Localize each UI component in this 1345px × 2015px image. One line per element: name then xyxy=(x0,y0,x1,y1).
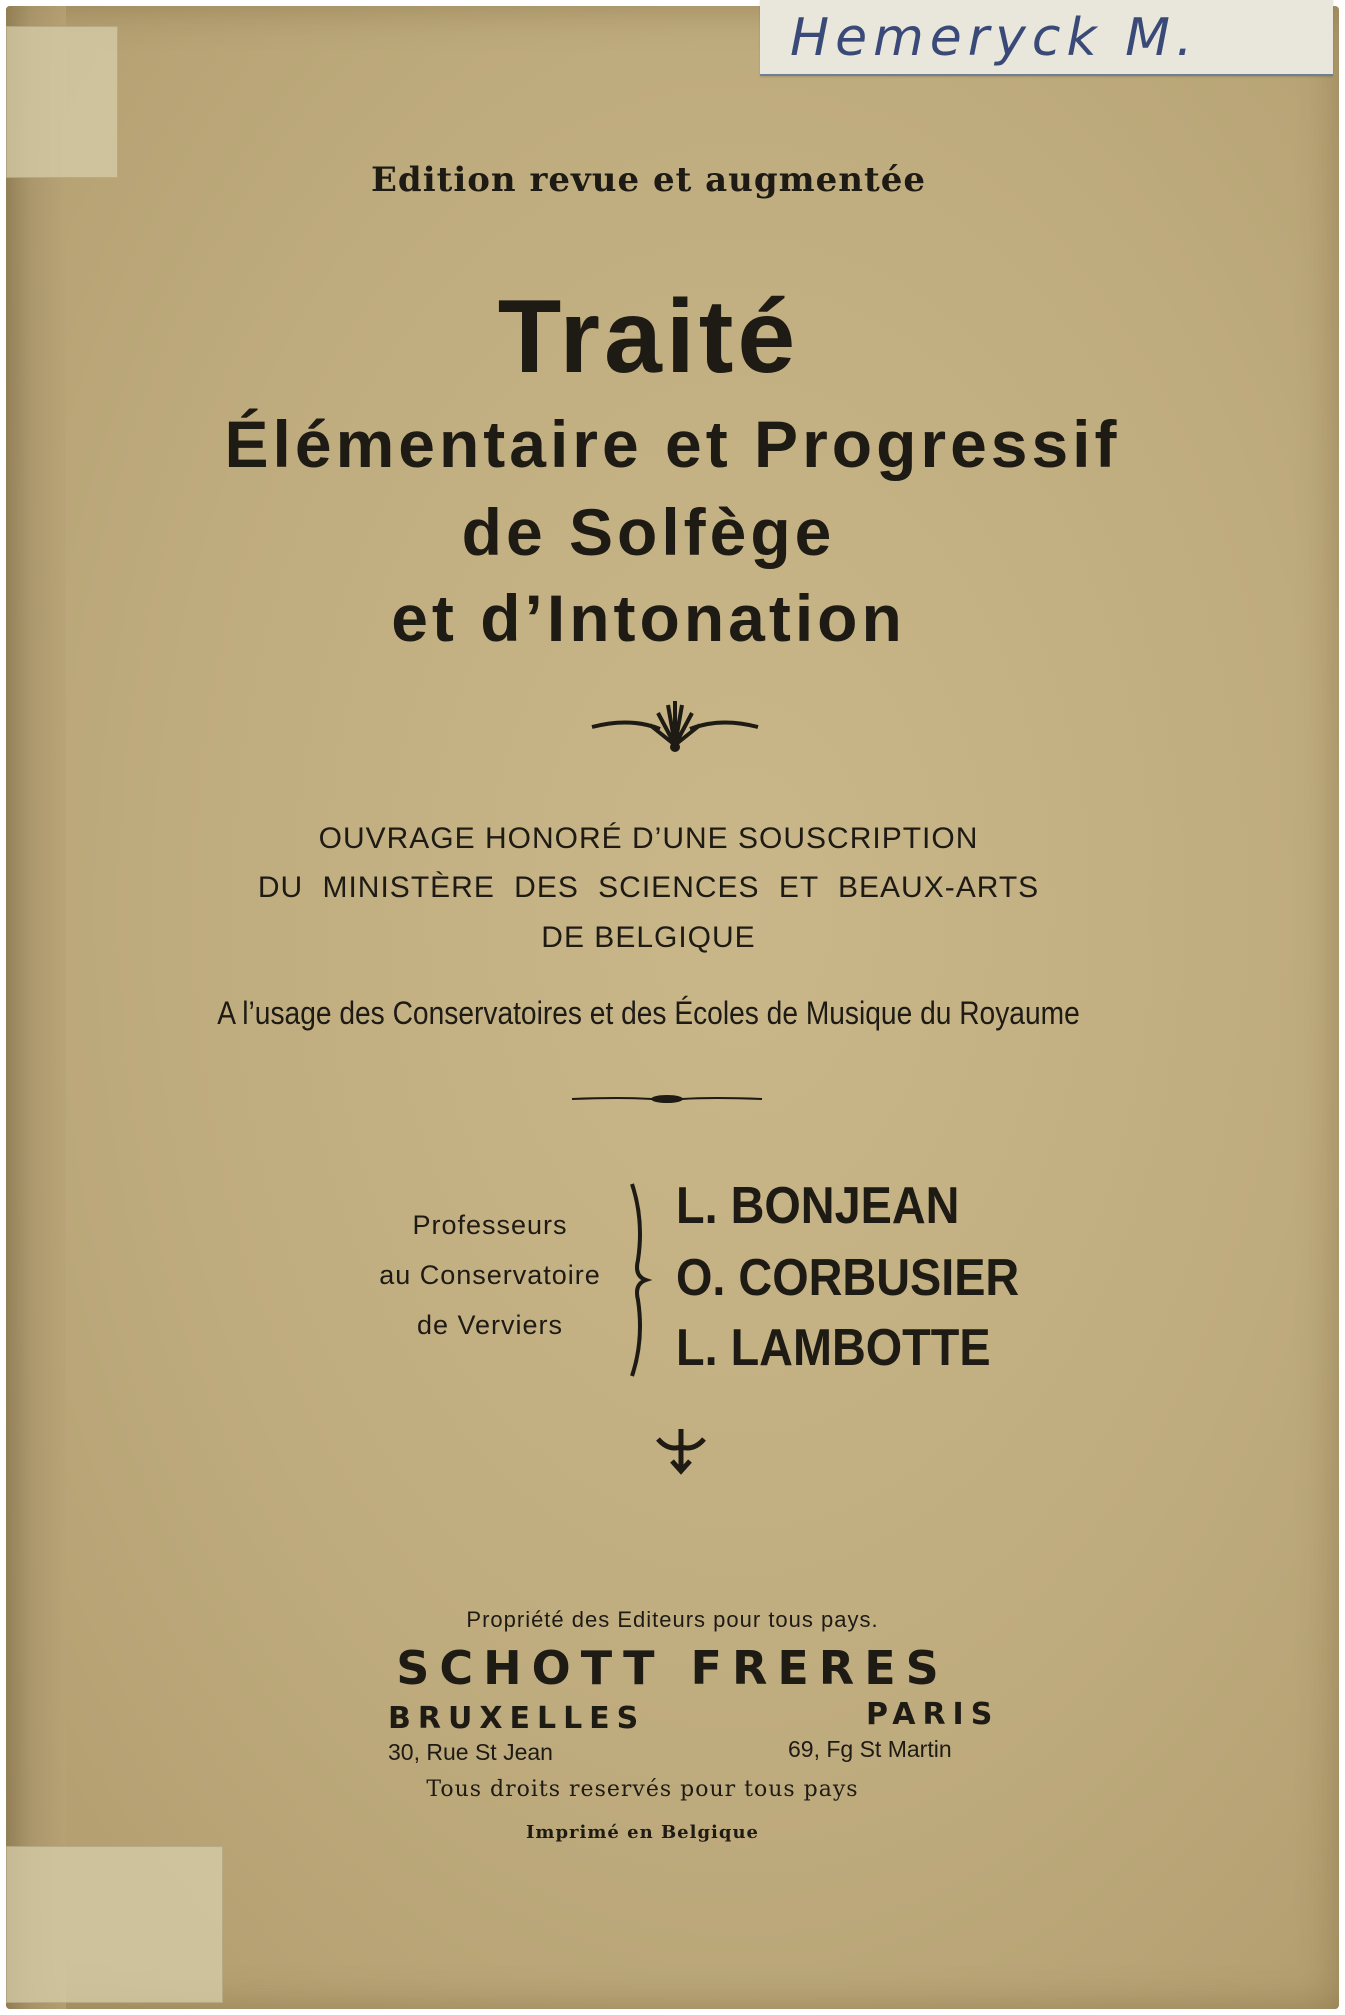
publisher-address: 69, Fg St Martin xyxy=(788,1736,952,1762)
printed-in-note: Imprimé en Belgique xyxy=(526,1822,759,1843)
owner-handwritten-name: Hemeryck M. xyxy=(790,8,1199,68)
author-name: L. LAMBOTTE xyxy=(676,1319,991,1377)
honor-line: OUVRAGE HONORÉ D’UNE SOUSCRIPTION xyxy=(318,822,979,855)
fan-ornament-icon xyxy=(590,695,760,755)
publisher-address: 30, Rue St Jean xyxy=(388,1739,553,1765)
edition-note: Edition revue et augmentée xyxy=(371,160,926,200)
honor-line: DE BELGIQUE xyxy=(541,921,756,954)
professors-line: de Verviers xyxy=(416,1310,564,1340)
spine-tape-bottom xyxy=(6,1846,223,2003)
flourish-ornament-icon xyxy=(654,1425,708,1475)
book-subtitle-line: de Solfège xyxy=(461,495,836,569)
author-name: L. BONJEAN xyxy=(676,1177,960,1235)
brace-icon xyxy=(622,1180,652,1380)
book-subtitle-line: et d’Intonation xyxy=(391,581,906,655)
honor-line: DU MINISTÈRE DES SCIENCES ET BEAUX-ARTS xyxy=(257,871,1040,904)
publisher-name: SCHOTT FRERES xyxy=(396,1641,949,1695)
publisher-city: PARIS xyxy=(866,1697,1000,1732)
spine-tape-top xyxy=(6,26,118,178)
book-title: Traité xyxy=(497,279,800,395)
usage-note: A l’usage des Conservatoires et des Écoles de Musique du Royaume xyxy=(217,995,1080,1031)
book-subtitle-line: Élémentaire et Progressif xyxy=(224,407,1121,481)
professors-line: Professeurs xyxy=(412,1210,568,1240)
professors-line: au Conservatoire xyxy=(379,1260,601,1290)
rule-ornament-icon xyxy=(572,1092,762,1106)
rights-notice: Tous droits reservés pour tous pays xyxy=(426,1777,859,1802)
author-name: O. CORBUSIER xyxy=(676,1249,1020,1307)
property-notice: Propriété des Editeurs pour tous pays. xyxy=(466,1607,879,1632)
publisher-city: BRUXELLES xyxy=(388,1701,646,1736)
